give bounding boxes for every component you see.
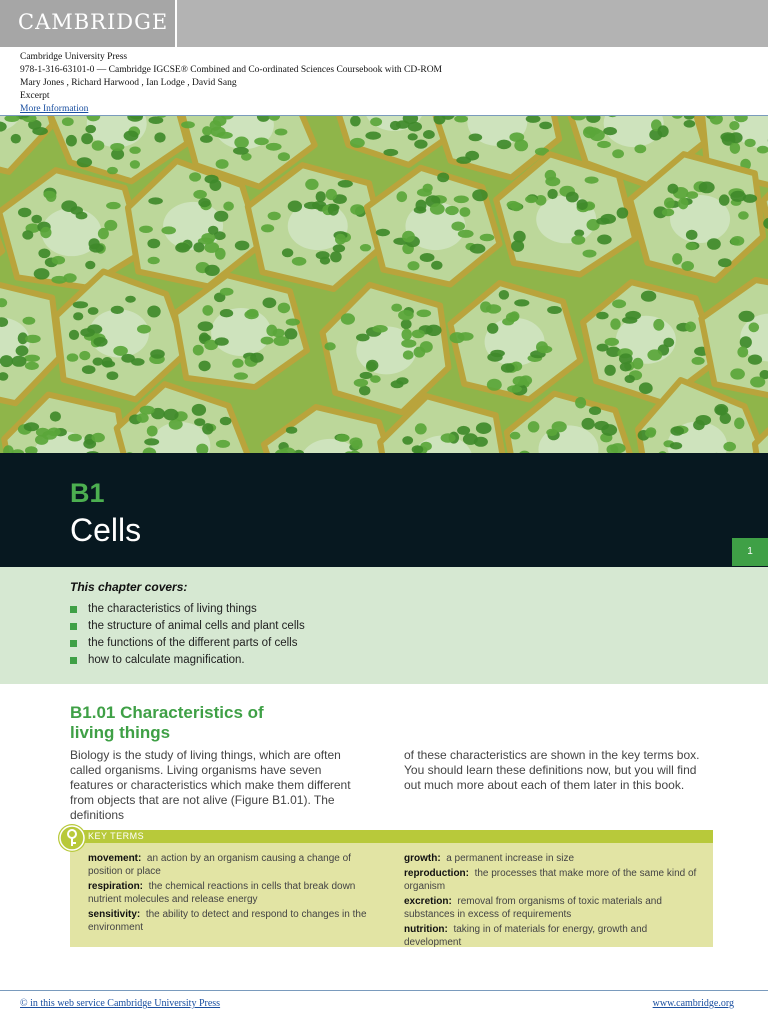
- key-term-definition: an action by an organism causing a change of position or place: [88, 853, 351, 877]
- key-term-item: [88, 880, 378, 906]
- body-paragraph-right: of these characteristics are shown in the key terms box. You should learn these definitions now, but you will find out much more about each of them later in this book.: [404, 748, 700, 792]
- copyright-link[interactable]: © in this web service Cambridge University Press: [20, 998, 221, 1009]
- chapter-number: B1: [70, 478, 105, 508]
- key-term-definition: the ability to detect and respond to changes in the environment: [88, 909, 367, 933]
- page-number-tab: 1: [732, 538, 768, 566]
- body-paragraph-left: Biology is the study of living things, which are often called organisms. Living organisms have seven features or characteristics which make them different from objects that are not alive (Figure B1.01). The definitions: [70, 748, 351, 822]
- section-heading-line1: B1.01 Characteristics of: [70, 703, 264, 722]
- key-term-item: [404, 852, 704, 865]
- chapter-covers-heading: This chapter covers:: [70, 580, 188, 594]
- key-term-item: [404, 923, 704, 949]
- key-term: reproduction:: [404, 868, 469, 879]
- key-term-definition: taking in of materials for energy, growth and development: [404, 924, 648, 948]
- key-term-item: [404, 895, 704, 921]
- list-item: how to calculate magnification.: [70, 653, 305, 670]
- key-term-definition: removal from organisms of toxic materials and substances in excess of requirements: [404, 896, 662, 920]
- key-term: excretion:: [404, 896, 452, 907]
- key-term: nutrition:: [404, 924, 448, 935]
- key-term-definition: the processes that make more of the same kind of organism: [404, 868, 697, 892]
- footer-divider: [0, 990, 768, 991]
- excerpt-label: Excerpt: [20, 91, 50, 101]
- hero-image-plant-cells: [0, 116, 768, 453]
- key-icon: [58, 824, 86, 852]
- key-term-definition: a permanent increase in size: [446, 853, 575, 864]
- isbn-title-text: 978-1-316-63101-0 — Cambridge IGCSE® Combined and Co-ordinated Sciences Coursebook with CD-ROM: [20, 65, 442, 75]
- publisher-text: Cambridge University Press: [20, 52, 128, 62]
- key-term: sensitivity:: [88, 909, 141, 920]
- chapter-title-band: [0, 453, 768, 567]
- key-terms-right-column: [404, 852, 704, 951]
- logo-box: [0, 0, 177, 47]
- key-term-item: [404, 867, 704, 893]
- more-information-link[interactable]: More Information: [20, 104, 89, 114]
- list-item: the structure of animal cells and plant cells: [70, 619, 305, 636]
- authors-text: Mary Jones , Richard Harwood , Ian Lodge , David Sang: [20, 78, 237, 88]
- key-terms-label: KEY TERMS: [88, 831, 145, 841]
- website-link[interactable]: www.cambridge.org: [652, 998, 734, 1009]
- chapter-title: Cells: [70, 512, 142, 548]
- key-terms-bar: [70, 830, 713, 843]
- key-term: growth:: [404, 853, 441, 864]
- cambridge-logo[interactable]: CAMBRIDGE: [18, 10, 169, 34]
- header-bar: [0, 0, 768, 47]
- key-term-item: [88, 908, 378, 934]
- book-metadata: [20, 51, 740, 116]
- key-term: movement:: [88, 853, 142, 864]
- list-item: the functions of the different parts of cells: [70, 636, 305, 653]
- section-heading-line2: living things: [70, 723, 171, 742]
- key-term-item: [88, 852, 378, 878]
- list-item: the characteristics of living things: [70, 602, 305, 619]
- section-heading: [70, 703, 350, 743]
- chapter-covers-list: [70, 602, 305, 670]
- key-term: respiration:: [88, 881, 144, 892]
- key-term-definition: the chemical reactions in cells that break down nutrient molecules and release energy: [88, 881, 356, 905]
- key-terms-left-column: [88, 852, 378, 936]
